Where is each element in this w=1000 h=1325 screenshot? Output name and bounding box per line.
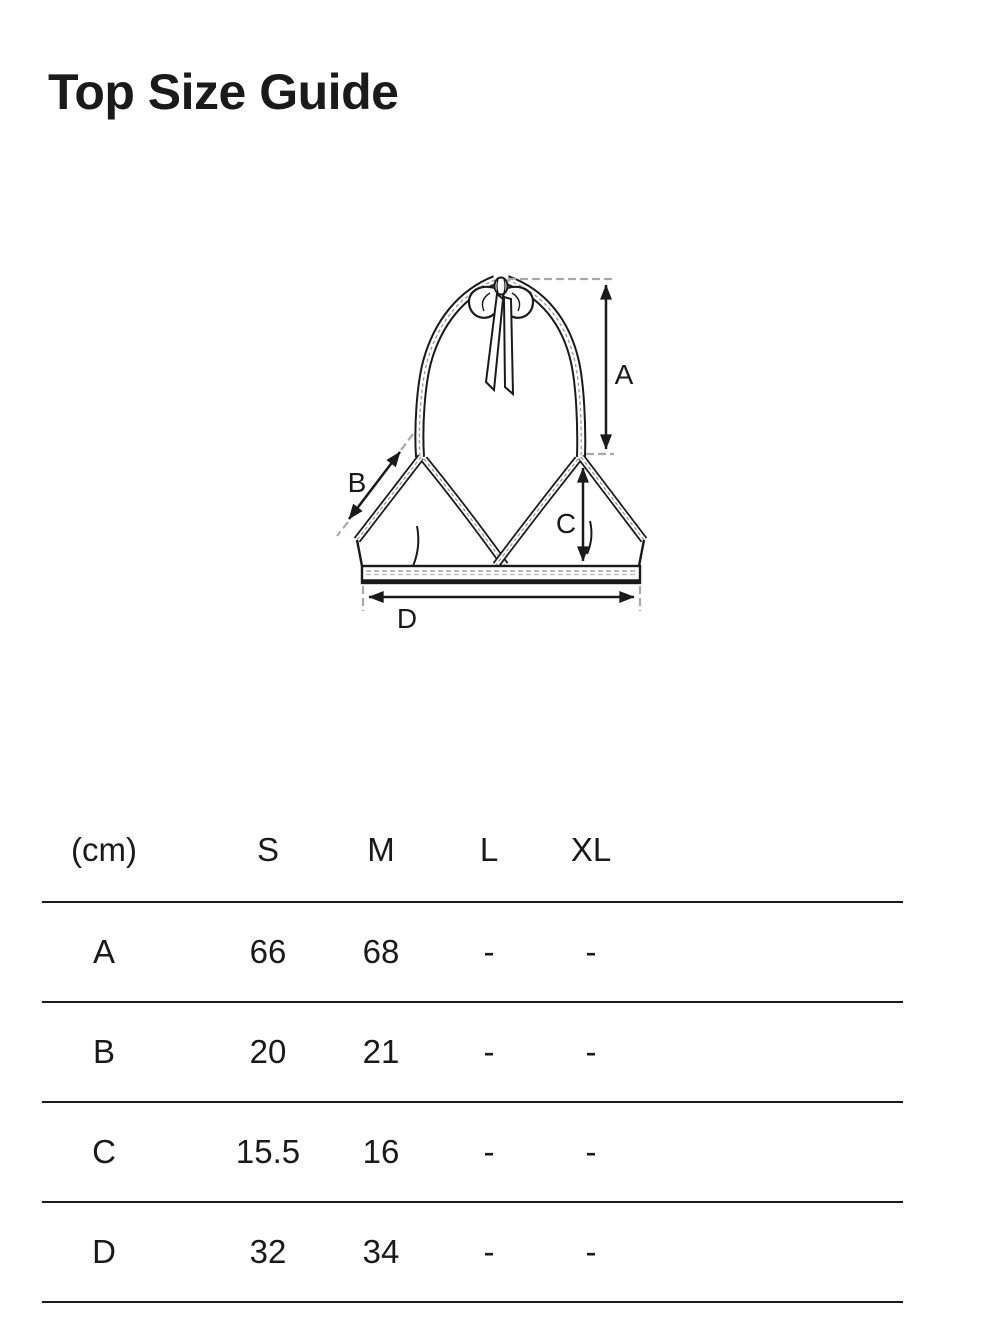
dimension-label-c: C <box>555 508 577 539</box>
column-header-xl: XL <box>570 831 612 868</box>
table-cell: - <box>483 933 495 970</box>
table-cell: 66 <box>249 933 287 970</box>
column-header-m: M <box>367 831 395 868</box>
top-measurement-diagram <box>300 250 700 650</box>
unit-header: (cm) <box>71 831 137 868</box>
left-cup-dart-line <box>413 526 418 566</box>
left-cup-top-edge <box>357 457 421 540</box>
row-label-b: B <box>92 1033 116 1070</box>
table-cell: - <box>585 1133 597 1170</box>
row-label-a: A <box>92 933 116 970</box>
table-cell: - <box>483 1233 495 1270</box>
bottom-band <box>362 566 640 583</box>
table-cell: 16 <box>362 1133 400 1170</box>
table-divider <box>42 1001 903 1003</box>
table-divider <box>42 1101 903 1103</box>
table-cell: 21 <box>362 1033 400 1070</box>
table-divider <box>42 1201 903 1203</box>
table-cell: - <box>585 933 597 970</box>
row-label-d: D <box>92 1233 116 1270</box>
right-cup-dart-line <box>587 521 591 554</box>
neck-bow <box>469 278 533 395</box>
table-cell: 20 <box>249 1033 287 1070</box>
table-cell: - <box>483 1033 495 1070</box>
page-title: Top Size Guide <box>48 64 399 120</box>
column-header-l: L <box>479 831 499 868</box>
table-cell: 68 <box>362 933 400 970</box>
table-divider <box>42 901 903 903</box>
right-side-edge <box>639 540 644 566</box>
table-cell: 34 <box>362 1233 400 1270</box>
column-header-s: S <box>256 831 280 868</box>
table-cell: - <box>585 1233 597 1270</box>
table-cell: 15.5 <box>235 1133 301 1170</box>
table-cell: 32 <box>249 1233 287 1270</box>
table-cell: - <box>585 1033 597 1070</box>
left-wrap-edge <box>424 459 505 565</box>
table-divider <box>42 1301 903 1303</box>
garment-sketch <box>357 278 644 584</box>
dimension-label-b: B <box>347 467 367 498</box>
table-cell: - <box>483 1133 495 1170</box>
row-label-c: C <box>92 1133 116 1170</box>
dimension-guide-lines <box>337 279 640 611</box>
left-side-edge <box>357 540 362 566</box>
dimension-label-a: A <box>614 359 634 390</box>
dimension-label-d: D <box>396 603 418 634</box>
